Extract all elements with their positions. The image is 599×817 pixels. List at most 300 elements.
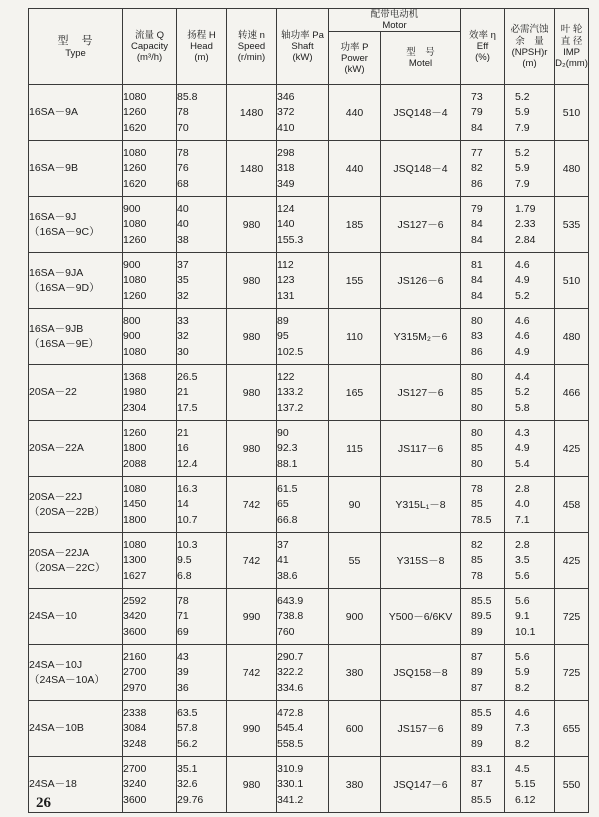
eff-value: 82 (471, 538, 483, 551)
head-cell (177, 421, 227, 477)
type-cell (29, 533, 123, 589)
shaft-value: 112 (277, 258, 294, 271)
head-value: 78 (177, 146, 189, 159)
npsh-value: 2.8 (515, 482, 530, 495)
pump-spec-table (28, 8, 589, 813)
imp-cell: 425 (555, 421, 589, 477)
speed-cell: 1480 (227, 85, 277, 141)
model-cell: Y315M₂－6 (381, 309, 461, 365)
npsh-value: 5.15 (515, 778, 536, 791)
head-cell (177, 701, 227, 757)
npsh-value: 5.6 (515, 594, 530, 607)
shaft-cell (277, 533, 329, 589)
table-row (29, 197, 589, 253)
head-value: 26.5 (177, 370, 198, 383)
capacity-value: 2592 (123, 594, 147, 607)
npsh-value: 1.79 (515, 202, 536, 215)
eff-value: 82 (471, 162, 483, 175)
shaft-value: 643.9 (277, 594, 304, 607)
shaft-value: 290.7 (277, 650, 304, 663)
eff-value: 85 (471, 386, 483, 399)
capacity-value: 3600 (123, 793, 147, 806)
header-capacity: 流量 Q Capacity (m³/h) (123, 9, 177, 85)
shaft-value: 133.2 (277, 386, 304, 399)
npsh-value: 4.9 (515, 442, 530, 455)
shaft-value: 334.6 (277, 681, 304, 694)
eff-value: 79 (471, 202, 483, 215)
shaft-value: 90 (277, 426, 289, 439)
speed-cell: 980 (227, 309, 277, 365)
speed-cell: 990 (227, 589, 277, 645)
eff-value: 83.1 (471, 762, 492, 775)
eff-cell (461, 365, 505, 421)
eff-value: 89 (471, 625, 483, 638)
shaft-value: 89 (277, 314, 289, 327)
power-cell: 110 (329, 309, 381, 365)
shaft-value: 330.1 (277, 778, 304, 791)
capacity-value: 1260 (123, 106, 147, 119)
capacity-value: 1620 (123, 121, 147, 134)
eff-value: 85 (471, 554, 483, 567)
capacity-value: 800 (123, 314, 141, 327)
shaft-value: 322.2 (277, 666, 304, 679)
shaft-value: 137.2 (277, 401, 304, 414)
npsh-value: 2.33 (515, 218, 536, 231)
eff-value: 87 (471, 681, 483, 694)
capacity-value: 2700 (123, 762, 147, 775)
pump-model-label: （16SA－9E） (29, 337, 100, 350)
capacity-value: 1980 (123, 386, 147, 399)
eff-value: 84 (471, 218, 483, 231)
eff-cell (461, 421, 505, 477)
power-cell: 55 (329, 533, 381, 589)
imp-cell: 655 (555, 701, 589, 757)
power-cell: 115 (329, 421, 381, 477)
header-motor-power: 功率 P Power (kW) (329, 32, 381, 85)
head-value: 21 (177, 386, 189, 399)
head-value: 40 (177, 218, 189, 231)
page-number: 26 (36, 795, 51, 811)
model-cell: JS126－6 (381, 253, 461, 309)
npsh-cell (505, 253, 555, 309)
pump-model-label: （16SA－9C） (29, 225, 100, 238)
head-value: 37 (177, 258, 189, 271)
table-row (29, 477, 589, 533)
npsh-value: 10.1 (515, 625, 536, 638)
shaft-value: 65 (277, 498, 289, 511)
npsh-cell (505, 533, 555, 589)
npsh-value: 3.5 (515, 554, 530, 567)
power-cell: 600 (329, 701, 381, 757)
capacity-value: 1260 (123, 162, 147, 175)
eff-value: 79 (471, 106, 483, 119)
imp-cell: 425 (555, 533, 589, 589)
npsh-value: 5.9 (515, 666, 530, 679)
head-value: 6.8 (177, 569, 192, 582)
eff-value: 78.5 (471, 513, 492, 526)
capacity-value: 900 (123, 330, 141, 343)
head-value: 33 (177, 314, 189, 327)
table-row (29, 589, 589, 645)
model-cell: JSQ148－4 (381, 85, 461, 141)
capacity-value: 1260 (123, 426, 147, 439)
shaft-cell (277, 757, 329, 813)
head-value: 68 (177, 177, 189, 190)
capacity-value: 1080 (123, 218, 147, 231)
capacity-value: 2088 (123, 457, 147, 470)
eff-value: 85.5 (471, 706, 492, 719)
shaft-cell (277, 309, 329, 365)
capacity-value: 2970 (123, 681, 147, 694)
eff-cell (461, 141, 505, 197)
pump-model-label: 20SA－22 (29, 386, 77, 399)
head-cell (177, 141, 227, 197)
eff-value: 80 (471, 314, 483, 327)
capacity-cell (123, 85, 177, 141)
eff-value: 89.5 (471, 610, 492, 623)
speed-cell: 742 (227, 533, 277, 589)
table-row (29, 421, 589, 477)
head-value: 17.5 (177, 401, 198, 414)
model-cell: Y500－6/6KV (381, 589, 461, 645)
eff-value: 73 (471, 90, 483, 103)
model-cell: JSQ158－8 (381, 645, 461, 701)
head-value: 38 (177, 233, 189, 246)
eff-value: 89 (471, 722, 483, 735)
eff-value: 84 (471, 289, 483, 302)
power-cell: 900 (329, 589, 381, 645)
imp-cell: 725 (555, 589, 589, 645)
pump-model-label: 20SA－22JA (29, 546, 90, 559)
head-cell (177, 533, 227, 589)
eff-cell (461, 757, 505, 813)
shaft-value: 318 (277, 162, 295, 175)
shaft-value: 341.2 (277, 793, 304, 806)
capacity-value: 1620 (123, 177, 147, 190)
shaft-value: 131 (277, 289, 295, 302)
npsh-value: 7.9 (515, 177, 530, 190)
head-cell (177, 309, 227, 365)
type-cell (29, 645, 123, 701)
head-cell (177, 477, 227, 533)
npsh-value: 4.6 (515, 258, 530, 271)
capacity-value: 2700 (123, 666, 147, 679)
head-value: 21 (177, 426, 189, 439)
head-cell (177, 197, 227, 253)
type-cell (29, 365, 123, 421)
header-npsh: 必需汽蚀 余 量 (NPSH)r (m) (505, 9, 555, 85)
eff-value: 85 (471, 442, 483, 455)
capacity-value: 3240 (123, 778, 147, 791)
shaft-value: 140 (277, 218, 295, 231)
npsh-cell (505, 85, 555, 141)
eff-cell (461, 533, 505, 589)
eff-value: 80 (471, 457, 483, 470)
head-value: 29.76 (177, 793, 204, 806)
head-value: 78 (177, 106, 189, 119)
pump-model-label: 16SA－9JA (29, 266, 84, 279)
capacity-cell (123, 533, 177, 589)
imp-cell: 725 (555, 645, 589, 701)
npsh-value: 5.2 (515, 90, 530, 103)
eff-cell (461, 589, 505, 645)
shaft-value: 88.1 (277, 457, 298, 470)
head-value: 36 (177, 681, 189, 694)
shaft-cell (277, 645, 329, 701)
npsh-value: 7.9 (515, 121, 530, 134)
shaft-cell (277, 701, 329, 757)
head-value: 40 (177, 202, 189, 215)
capacity-value: 1627 (123, 569, 147, 582)
speed-cell: 742 (227, 645, 277, 701)
npsh-cell (505, 645, 555, 701)
shaft-value: 102.5 (277, 345, 304, 358)
pump-model-label: （24SA－10A） (29, 673, 105, 686)
eff-cell (461, 85, 505, 141)
table-row (29, 757, 589, 813)
table-row (29, 309, 589, 365)
shaft-cell (277, 197, 329, 253)
npsh-value: 4.9 (515, 345, 530, 358)
capacity-cell (123, 365, 177, 421)
table-row (29, 85, 589, 141)
capacity-value: 1368 (123, 370, 147, 383)
eff-value: 86 (471, 345, 483, 358)
shaft-value: 124 (277, 202, 295, 215)
shaft-cell (277, 477, 329, 533)
shaft-value: 61.5 (277, 482, 298, 495)
imp-cell: 510 (555, 85, 589, 141)
capacity-value: 1800 (123, 442, 147, 455)
shaft-value: 37 (277, 538, 289, 551)
power-cell: 185 (329, 197, 381, 253)
npsh-cell (505, 421, 555, 477)
eff-cell (461, 197, 505, 253)
head-value: 32 (177, 330, 189, 343)
table-row (29, 141, 589, 197)
npsh-value: 7.3 (515, 722, 530, 735)
shaft-value: 95 (277, 330, 289, 343)
capacity-value: 900 (123, 258, 141, 271)
shaft-value: 472.8 (277, 706, 304, 719)
shaft-cell (277, 85, 329, 141)
eff-value: 89 (471, 737, 483, 750)
npsh-value: 4.6 (515, 314, 530, 327)
shaft-value: 122 (277, 370, 295, 383)
capacity-value: 1260 (123, 289, 147, 302)
npsh-value: 5.2 (515, 386, 530, 399)
head-value: 76 (177, 162, 189, 175)
capacity-cell (123, 421, 177, 477)
npsh-value: 5.8 (515, 401, 530, 414)
speed-cell: 980 (227, 757, 277, 813)
eff-cell (461, 477, 505, 533)
shaft-value: 558.5 (277, 737, 304, 750)
pump-model-label: 20SA－22A (29, 442, 84, 455)
power-cell: 380 (329, 757, 381, 813)
eff-value: 85.5 (471, 793, 492, 806)
shaft-value: 66.8 (277, 513, 298, 526)
eff-value: 83 (471, 330, 483, 343)
npsh-value: 7.1 (515, 513, 530, 526)
shaft-value: 155.3 (277, 233, 304, 246)
npsh-cell (505, 309, 555, 365)
imp-cell: 535 (555, 197, 589, 253)
model-cell: JSQ147－6 (381, 757, 461, 813)
shaft-cell (277, 421, 329, 477)
eff-value: 86 (471, 177, 483, 190)
power-cell: 440 (329, 141, 381, 197)
shaft-value: 349 (277, 177, 295, 190)
head-value: 9.5 (177, 554, 192, 567)
pump-model-label: 16SA－9J (29, 210, 77, 223)
head-cell (177, 85, 227, 141)
pump-model-label: 16SA－9JB (29, 322, 84, 335)
eff-value: 77 (471, 146, 483, 159)
head-value: 32 (177, 289, 189, 302)
header-efficiency: 效率 η Eff (%) (461, 9, 505, 85)
model-cell: JS127－6 (381, 365, 461, 421)
pump-model-label: （20SA－22C） (29, 561, 106, 574)
model-cell: JS127－6 (381, 197, 461, 253)
shaft-value: 310.9 (277, 762, 304, 775)
capacity-value: 3084 (123, 722, 147, 735)
eff-value: 78 (471, 482, 483, 495)
capacity-value: 1800 (123, 513, 147, 526)
model-cell: JSQ148－4 (381, 141, 461, 197)
npsh-value: 5.4 (515, 457, 530, 470)
head-value: 43 (177, 650, 189, 663)
header-head: 扬程 H Head (m) (177, 9, 227, 85)
capacity-cell (123, 645, 177, 701)
speed-cell: 742 (227, 477, 277, 533)
type-cell (29, 421, 123, 477)
pump-model-label: 24SA－10B (29, 722, 84, 735)
pump-model-label: （16SA－9D） (29, 281, 100, 294)
capacity-value: 1080 (123, 90, 147, 103)
pump-model-label: 16SA－9B (29, 162, 79, 175)
capacity-cell (123, 757, 177, 813)
eff-value: 85.5 (471, 594, 492, 607)
eff-value: 87 (471, 650, 483, 663)
model-cell: JS117－6 (381, 421, 461, 477)
spec-table-page (28, 8, 588, 806)
head-value: 63.5 (177, 706, 198, 719)
capacity-value: 1300 (123, 554, 147, 567)
shaft-value: 760 (277, 625, 295, 638)
npsh-cell (505, 757, 555, 813)
eff-value: 84 (471, 233, 483, 246)
capacity-value: 1450 (123, 498, 147, 511)
header-shaft-power: 轴功率 Pa Shaft (kW) (277, 9, 329, 85)
npsh-cell (505, 701, 555, 757)
shaft-value: 738.8 (277, 610, 304, 623)
imp-cell: 550 (555, 757, 589, 813)
eff-value: 80 (471, 370, 483, 383)
eff-cell (461, 701, 505, 757)
shaft-value: 92.3 (277, 442, 298, 455)
eff-value: 81 (471, 258, 483, 271)
type-cell (29, 197, 123, 253)
type-cell (29, 253, 123, 309)
shaft-cell (277, 589, 329, 645)
npsh-cell (505, 477, 555, 533)
npsh-value: 6.12 (515, 793, 536, 806)
head-cell (177, 757, 227, 813)
table-row (29, 365, 589, 421)
npsh-value: 5.9 (515, 106, 530, 119)
type-cell (29, 309, 123, 365)
head-cell (177, 589, 227, 645)
npsh-cell (505, 197, 555, 253)
table-row (29, 701, 589, 757)
head-value: 35 (177, 274, 189, 287)
head-cell (177, 253, 227, 309)
head-value: 12.4 (177, 457, 198, 470)
header-speed: 转速 n Speed (r/min) (227, 9, 277, 85)
head-value: 10.3 (177, 538, 198, 551)
shaft-value: 41 (277, 554, 289, 567)
speed-cell: 980 (227, 197, 277, 253)
power-cell: 380 (329, 645, 381, 701)
type-cell (29, 589, 123, 645)
npsh-cell (505, 141, 555, 197)
head-value: 16.3 (177, 482, 198, 495)
head-value: 78 (177, 594, 189, 607)
shaft-value: 372 (277, 106, 295, 119)
pump-model-label: 24SA－10 (29, 610, 77, 623)
capacity-cell (123, 197, 177, 253)
eff-value: 84 (471, 121, 483, 134)
npsh-value: 5.2 (515, 146, 530, 159)
npsh-value: 4.0 (515, 498, 530, 511)
table-body (29, 85, 589, 813)
npsh-value: 5.6 (515, 650, 530, 663)
npsh-value: 5.9 (515, 162, 530, 175)
eff-value: 87 (471, 778, 483, 791)
npsh-value: 5.6 (515, 569, 530, 582)
capacity-value: 2160 (123, 650, 147, 663)
head-value: 10.7 (177, 513, 198, 526)
pump-model-label: 24SA－18 (29, 778, 77, 791)
head-value: 16 (177, 442, 189, 455)
power-cell: 155 (329, 253, 381, 309)
pump-model-label: （20SA－22B） (29, 505, 105, 518)
eff-value: 89 (471, 666, 483, 679)
eff-value: 80 (471, 426, 483, 439)
eff-cell (461, 309, 505, 365)
power-cell: 440 (329, 85, 381, 141)
capacity-value: 1260 (123, 233, 147, 246)
capacity-cell (123, 477, 177, 533)
capacity-cell (123, 309, 177, 365)
speed-cell: 980 (227, 365, 277, 421)
speed-cell: 980 (227, 421, 277, 477)
capacity-cell (123, 141, 177, 197)
imp-cell: 458 (555, 477, 589, 533)
shaft-value: 38.6 (277, 569, 298, 582)
imp-cell: 510 (555, 253, 589, 309)
head-value: 57.8 (177, 722, 198, 735)
header-type: 型 号 Type (29, 9, 123, 85)
eff-cell (461, 253, 505, 309)
head-value: 69 (177, 625, 189, 638)
npsh-value: 4.3 (515, 426, 530, 439)
shaft-value: 298 (277, 146, 295, 159)
capacity-value: 3248 (123, 737, 147, 750)
head-value: 30 (177, 345, 189, 358)
shaft-cell (277, 141, 329, 197)
